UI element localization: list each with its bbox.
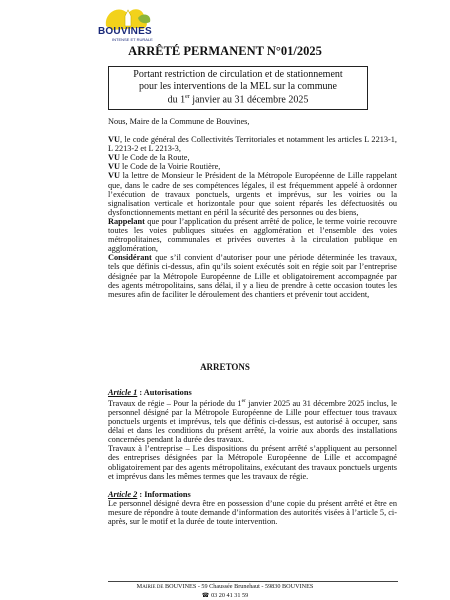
visa-lead: VU: [108, 153, 120, 163]
logo-tagline: INTENSE ET RURALE: [112, 37, 153, 42]
article-2-paragraph-1: Le personnel désigné devra être en possession d’une copie du présent arrêté et être en mesure de répondre à toute demande d’information des autorités visées à l’article 5, ci-après, sur le motif et la durée de toute intervention.: [108, 498, 397, 526]
visa-text: que s’il convient d’autoriser pour une période déterminée les travaux, tels que définis ci-dessus, afin qu’ils soient exécutés soit en régie soit par l’entreprise désignée par la Métropole Européenne de Lille et obligatoirement accompagnée par des agents métropolitains, sans délai, il y a lieu de prendre à cette occasion toutes les mesures afin de faciliter le déroulement des chantiers et prévenir tout accident,: [108, 253, 397, 299]
visa-item: [108, 217, 397, 253]
article-2-title: : Informations: [137, 489, 191, 499]
decision-heading: ARRETONS: [200, 362, 250, 372]
subject-box: [108, 66, 368, 110]
footer-address: [0, 583, 450, 592]
footer-divider: [108, 581, 398, 582]
visa-lead: VU: [108, 162, 120, 172]
subject-date-sup: er: [185, 94, 190, 100]
article-1-heading: [108, 388, 397, 397]
visa-item: [108, 171, 397, 216]
footer-mairie-label: AIRIE DE: [142, 585, 164, 590]
visa-lead: VU: [108, 135, 120, 145]
footer: [0, 583, 450, 600]
subject-line-1: Portant restriction de circulation et de stationnement: [133, 69, 343, 80]
phone-icon: ☎: [201, 592, 210, 599]
visa-item: [108, 162, 397, 171]
article-1-paragraph-2: Travaux à l’entreprise – Les dispositions du présent arrêté s’appliquent au personnel des entreprises désignées par la Métropole Européenne de Lille et accompagné obligatoirement par des agents métropolitains, exécutant des travaux ponctuels urgents et imprévus dans les mêmes termes que les travaux de régie.: [108, 444, 397, 481]
visa-item: [108, 253, 397, 298]
document-title: ARRÊTÉ PERMANENT N°01/2025: [128, 44, 322, 58]
article-1-paragraph-1: [108, 397, 397, 444]
visa-text: la lettre de Monsieur le Président de la Métropole Européenne de Lille rappelant que, dans le cadre de ses compétences légales, il est fréquemment appelé à ordonner l’exécution de travaux ponctuels, urgents et imprévus, sur les voiries ou la signalisation verticale et horizontale pour que soient réparés les défectuosités ou dysfonctionnements mettant en péril la sécurité des personnes ou des biens,: [108, 171, 397, 217]
visa-item: [108, 135, 397, 153]
visa-lead: Rappelant: [108, 216, 145, 226]
intro-line: Nous, Maire de la Commune de Bouvines,: [108, 117, 250, 126]
article-1-para1-sup: er: [241, 398, 246, 405]
subject-line-2: pour les interventions de la MEL sur la commune: [139, 80, 337, 92]
footer-phone-number: 03 20 41 31 59: [211, 592, 249, 599]
article-2-label: Article 2: [108, 489, 138, 499]
article-1-title: : Autorisations: [137, 388, 192, 397]
subject-date-prefix: du 1: [167, 94, 186, 106]
article-2-heading: [108, 490, 397, 499]
logo-name: BOUVINES: [98, 26, 152, 37]
visa-text: que pour l’application du présent arrêté de police, le terme voirie recouvre toutes les voies publiques situées en agglomération et l’ensemble des voies métropolitaines, communales et privées ouvertes à la circulation publique en agglomération,: [108, 216, 397, 254]
footer-phone: [0, 592, 450, 600]
visa-lead: VU: [108, 171, 120, 181]
visa-lead: Considérant: [108, 253, 152, 263]
article-1-label: Article 1: [108, 388, 138, 397]
visa-text: le Code de la Voirie Routière,: [119, 162, 221, 172]
subject-line-3: [113, 92, 363, 106]
article-1-para1-prefix: Travaux de régie – Pour la période du 1: [108, 398, 242, 408]
footer-mairie-initial: M: [136, 583, 143, 590]
visa-item: [108, 153, 397, 162]
preamble: [108, 117, 397, 299]
subject-date-suffix: janvier au 31 décembre 2025: [189, 94, 309, 106]
visa-text: , le code général des Collectivités Territoriales et notamment les articles L 2213-1, L 2213-2 et L 2213-3,: [108, 135, 397, 154]
footer-address-text: BOUVINES - 59 Chaussée Brunehaut - 59830 BOUVINES: [163, 583, 314, 590]
article-1-para1-suffix: janvier 2025 au 31 décembre 2025 inclus, le personnel désigné par la Métropole Européenne de Lille pour effectuer tous travaux ponctuels urgents et imprévus, tels que définis ci-dessus, est autorisé à occuper, sans délai et dans les conditions du présent arrêté, la voirie aux abords des installations concernées pendant la durée des travaux.: [108, 398, 397, 445]
articles: [108, 388, 397, 526]
visa-text: le Code de la Route,: [119, 153, 190, 163]
